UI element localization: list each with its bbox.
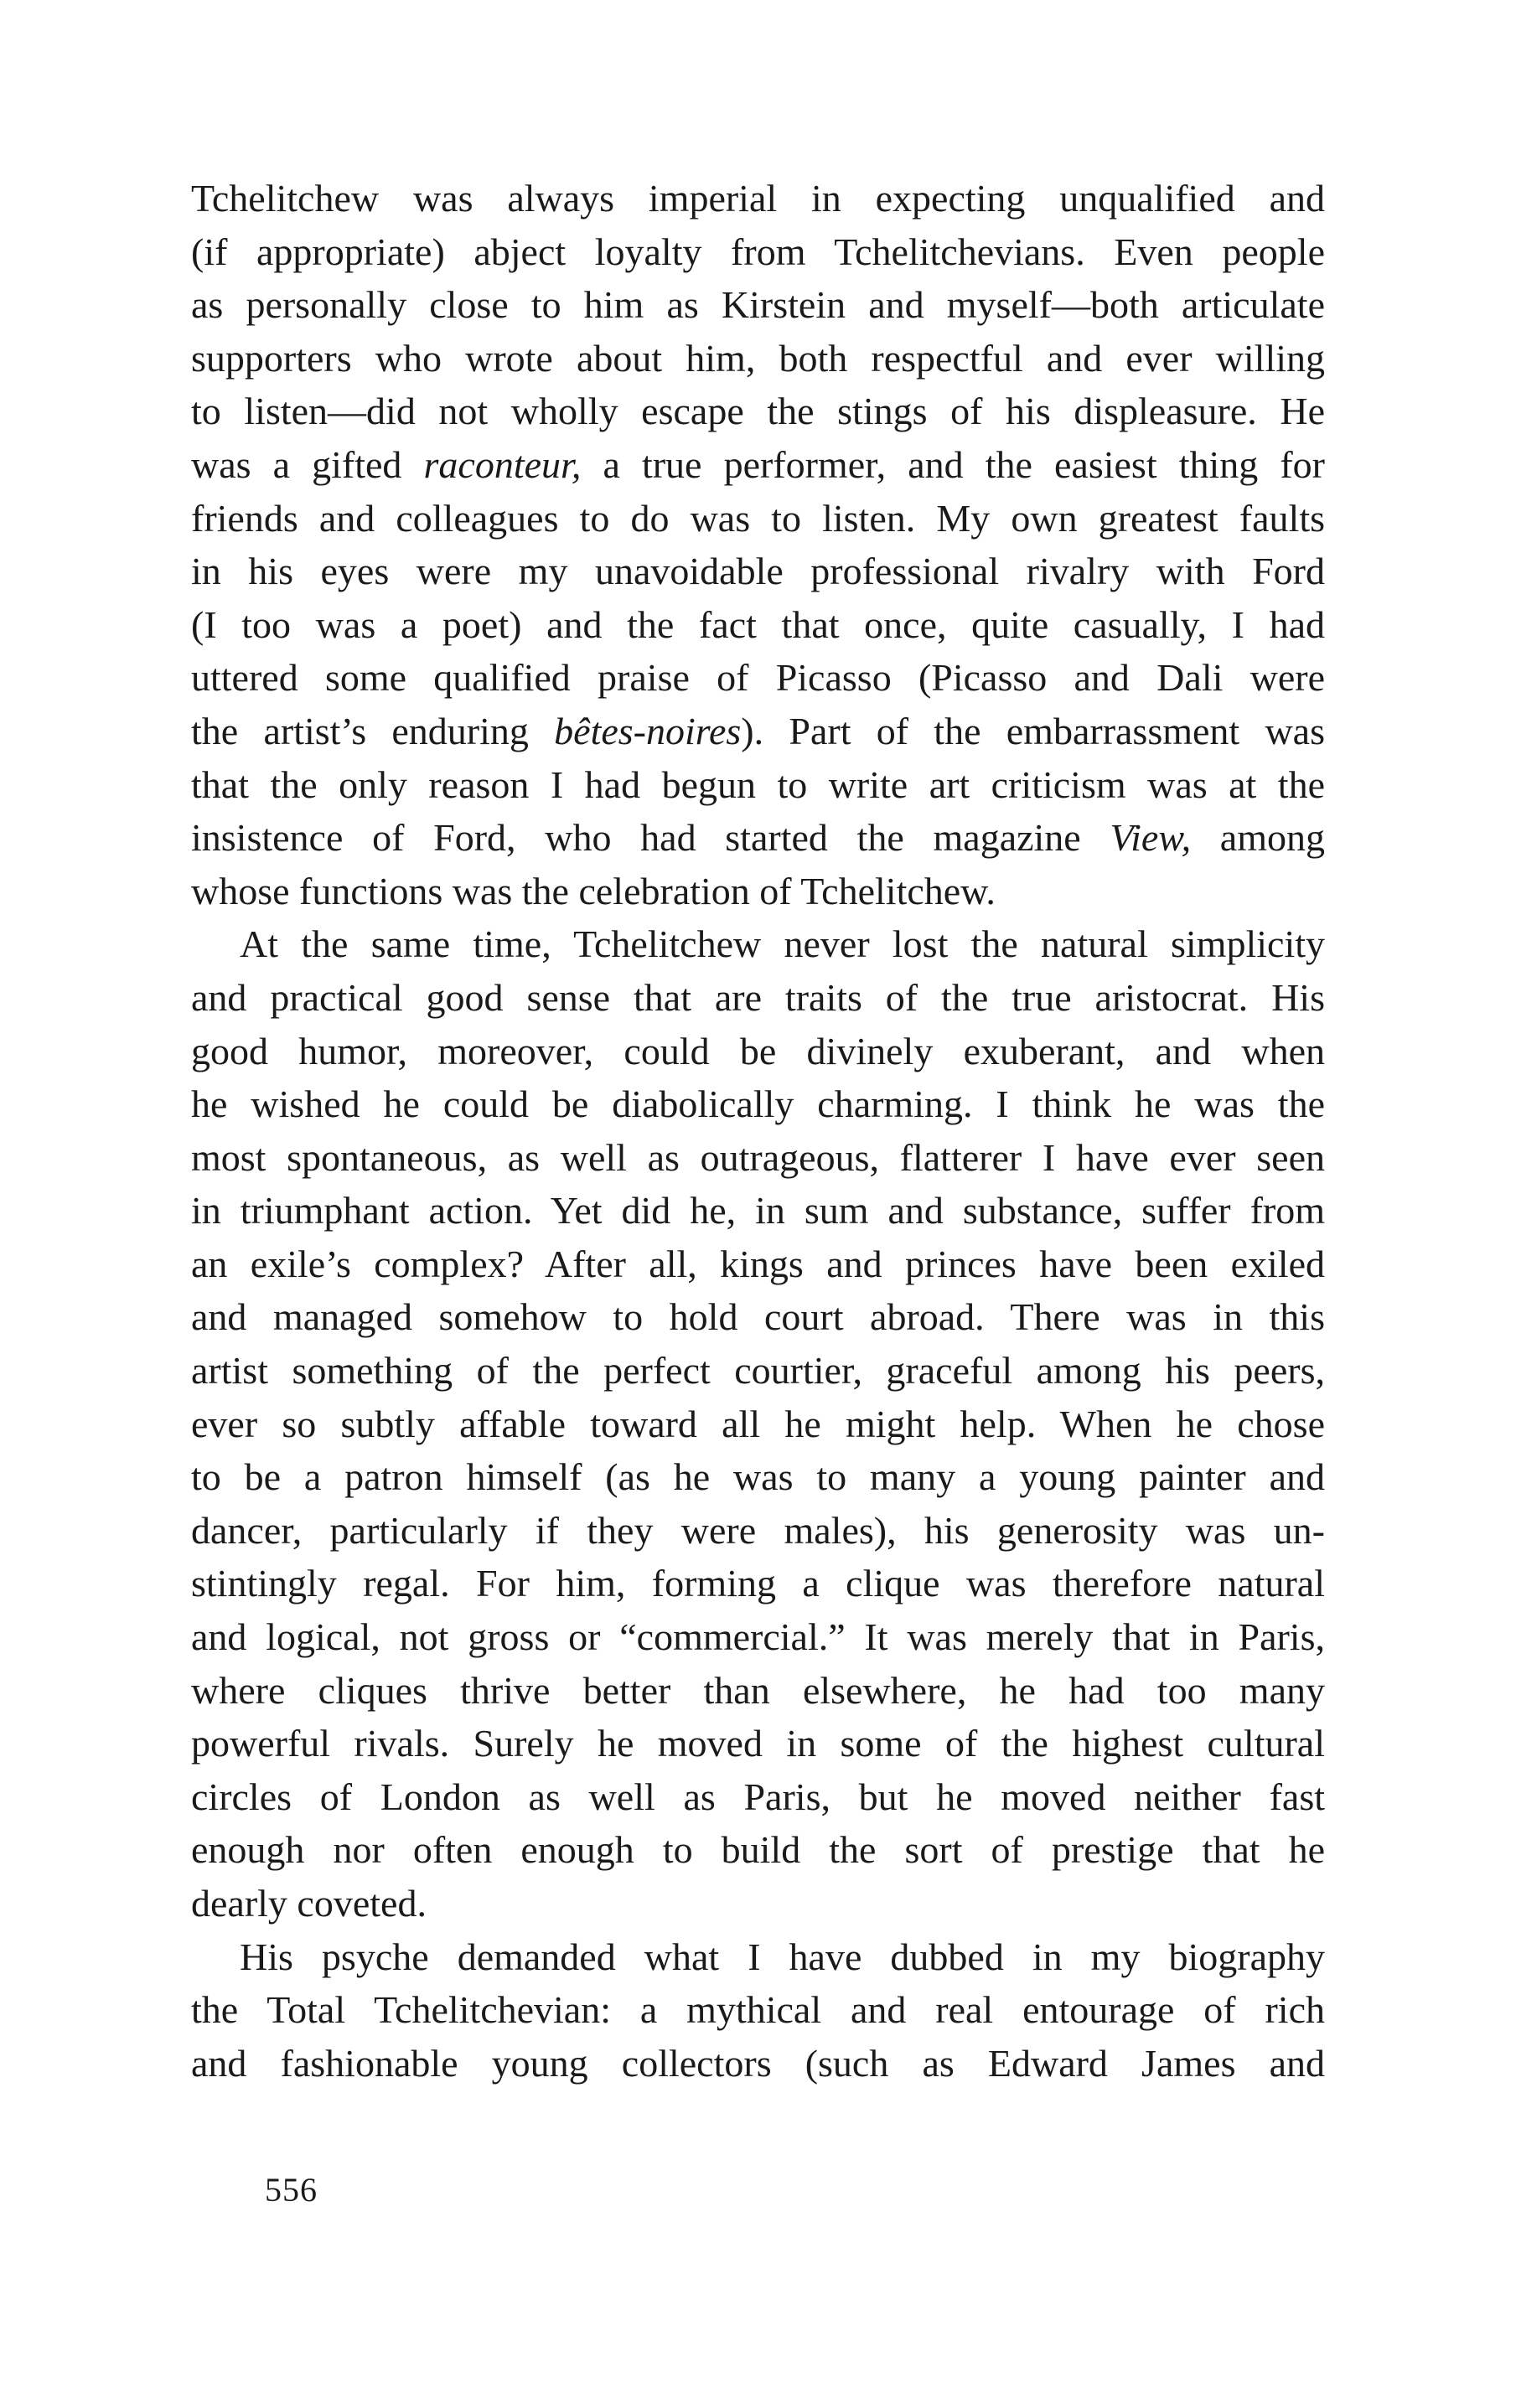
text-line — [191, 1983, 1325, 2037]
text-segment: (if appropriate) abject loyalty from Tchelitchevians. Even people — [191, 230, 1325, 273]
text-line — [191, 2037, 1325, 2090]
text-line — [191, 1238, 1325, 1291]
text-line — [191, 492, 1325, 545]
text-segment: the Total Tchelitchevian: a mythical and real entourage of rich — [191, 1988, 1325, 2032]
text-line — [191, 1131, 1325, 1185]
text-line — [191, 1877, 1325, 1930]
text-line — [191, 1770, 1325, 1824]
text-line — [191, 1717, 1325, 1770]
text-segment: artist something of the perfect courtier, graceful among his peers, — [191, 1349, 1325, 1393]
text-line — [191, 225, 1325, 279]
text-line — [191, 332, 1325, 385]
text-segment: among — [1191, 816, 1325, 860]
text-segment: and fashionable young collectors (such as Edward James and — [191, 2041, 1325, 2085]
text-line — [191, 1823, 1325, 1877]
text-line — [191, 705, 1325, 758]
text-segment: an exile’s complex? After all, kings and princes have been exiled — [191, 1242, 1325, 1285]
text-line — [191, 758, 1325, 812]
text-segment: powerful rivals. Surely he moved in some of the highest cultural — [191, 1722, 1325, 1765]
italic-text: raconteur, — [423, 442, 582, 486]
text-segment: At the same time, Tchelitchew never lost the natural simplicity — [240, 922, 1325, 966]
text-segment: was a gifted — [191, 442, 424, 486]
text-segment: ever so subtly affable toward all he might help. When he chose — [191, 1402, 1325, 1445]
text-segment: insistence of Ford, who had started the magazine — [191, 816, 1110, 860]
text-segment: Tchelitchew was always imperial in expecting unqualified and — [191, 177, 1325, 220]
text-segment: and managed somehow to hold court abroad. There was in this — [191, 1295, 1325, 1339]
text-line — [191, 438, 1325, 492]
text-segment: His psyche demanded what I have dubbed in my biography — [240, 1935, 1325, 1978]
text-segment: he wished he could be diabolically charming. I think he was the — [191, 1083, 1325, 1126]
text-line — [191, 971, 1325, 1025]
text-segment: to be a patron himself (as he was to many a young painter and — [191, 1455, 1325, 1499]
text-line — [191, 1504, 1325, 1558]
text-line — [191, 598, 1325, 652]
text-segment: as personally close to him as Kirstein and myself—both articulate — [191, 283, 1325, 327]
italic-text: bêtes-noires — [554, 709, 742, 752]
text-segment: most spontaneous, as well as outrageous, flatterer I have ever seen — [191, 1135, 1325, 1179]
text-line — [191, 278, 1325, 332]
text-line — [191, 545, 1325, 598]
text-segment: supporters who wrote about him, both respectful and ever willing — [191, 336, 1325, 380]
text-segment: dearly coveted. — [191, 1882, 427, 1925]
text-segment: where cliques thrive better than elsewhere, he had too many — [191, 1668, 1325, 1712]
text-line — [191, 1398, 1325, 1451]
text-segment: in triumphant action. Yet did he, in sum and substance, suffer from — [191, 1189, 1325, 1232]
text-segment: enough nor often enough to build the sort of prestige that he — [191, 1828, 1325, 1872]
text-segment: ). Part of the embarrassment was — [741, 709, 1326, 752]
text-segment: the artist’s enduring — [191, 709, 555, 752]
text-segment: dancer, particularly if they were males), his generosity was un- — [191, 1508, 1325, 1552]
text-line — [191, 172, 1325, 225]
text-segment: to listen—did not wholly escape the stings of his displeasure. He — [191, 390, 1325, 433]
text-line — [191, 917, 1325, 971]
text-segment: whose functions was the celebration of Tchelitchew. — [191, 869, 996, 912]
text-segment: friends and colleagues to do was to listen. My own greatest faults — [191, 496, 1325, 540]
text-segment: (I too was a poet) and the fact that once, quite casually, I had — [191, 602, 1325, 646]
text-line — [191, 811, 1325, 865]
italic-text: View, — [1110, 816, 1192, 860]
text-line — [191, 1610, 1325, 1664]
text-line — [191, 1025, 1325, 1078]
text-line — [191, 1184, 1325, 1238]
text-segment: in his eyes were my unavoidable professional rivalry with Ford — [191, 550, 1325, 593]
page-number: 556 — [265, 2171, 318, 2209]
text-segment: a true performer, and the easiest thing for — [581, 442, 1325, 486]
text-line — [191, 1557, 1325, 1610]
text-line — [191, 1930, 1325, 1984]
text-segment: uttered some qualified praise of Picasso (Picasso and Dali were — [191, 656, 1325, 700]
text-segment: that the only reason I had begun to write art criticism was at the — [191, 762, 1325, 806]
text-line — [191, 1450, 1325, 1504]
text-line — [191, 865, 1325, 918]
text-segment: stintingly regal. For him, forming a clique was therefore natural — [191, 1562, 1325, 1605]
text-line — [191, 1664, 1325, 1718]
text-line — [191, 1344, 1325, 1398]
text-segment: and practical good sense that are traits of the true aristocrat. His — [191, 975, 1325, 1019]
page-body — [191, 172, 1325, 2090]
text-segment: and logical, not gross or “commercial.” It was merely that in Paris, — [191, 1615, 1325, 1659]
text-line — [191, 651, 1325, 705]
text-segment: good humor, moreover, could be divinely exuberant, and when — [191, 1029, 1325, 1072]
text-line — [191, 1077, 1325, 1131]
text-segment: circles of London as well as Paris, but he moved neither fast — [191, 1775, 1325, 1818]
text-line — [191, 385, 1325, 438]
text-line — [191, 1290, 1325, 1344]
